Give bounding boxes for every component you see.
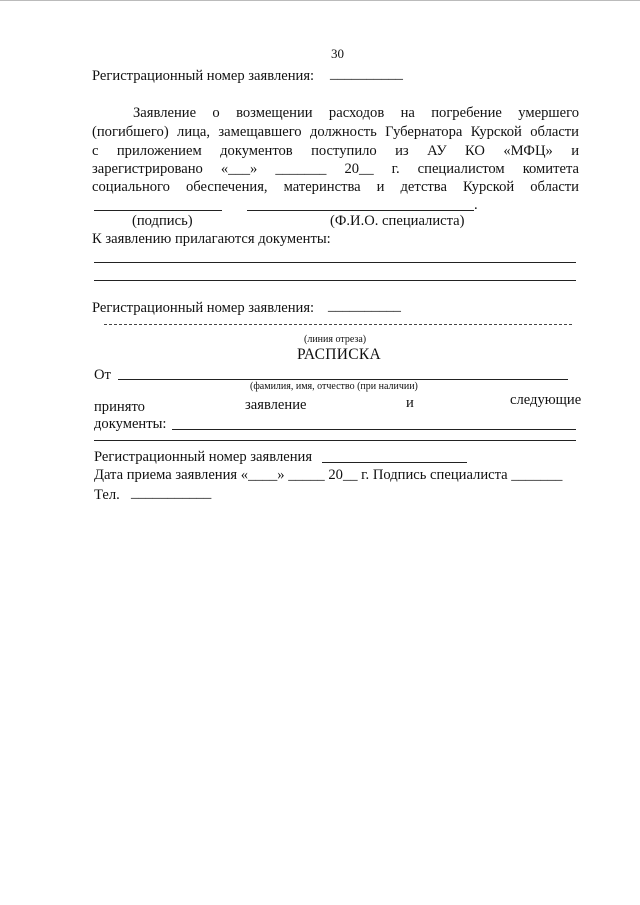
specialist-name-line [247, 210, 474, 211]
reg-number-blank-2: __________ [328, 298, 401, 314]
trailing-period: . [474, 197, 478, 213]
body-line-5: социального обеспечения, материнства и детства Курской области [92, 179, 579, 195]
receipt-date-line: Дата приема заявления «____» _____ 20__ г. Подпись специалиста _______ [94, 467, 563, 483]
body-line-1: Заявление о возмещении расходов на погребение умершего [133, 105, 579, 121]
receipt-accepted-word-2: заявление [245, 397, 307, 413]
cut-line-caption: (линия отреза) [304, 334, 367, 345]
body-line-3: с приложением документов поступило из АУ КО «МФЦ» и [92, 143, 579, 159]
reg-number-blank: __________ [330, 66, 403, 82]
attachments-line-1 [94, 262, 576, 263]
receipt-from-label: От [94, 367, 111, 383]
receipt-accepted-word-3: и [406, 395, 414, 411]
receipt-accepted-word-4: следующие [510, 392, 582, 408]
receipt-phone-label: Тел. [94, 487, 120, 503]
body-line-2: (погибшего) лица, замещавшего должность Губернатора Курской области [92, 124, 579, 140]
receipt-phone-blank: ___________ [131, 485, 212, 501]
signature-caption: (подпись) [132, 213, 193, 229]
receipt-reg-number-line [322, 462, 467, 463]
reg-number-label: Регистрационный номер заявления: [92, 68, 315, 84]
page-number: 30 [331, 46, 344, 61]
specialist-name-caption: (Ф.И.О. специалиста) [330, 213, 465, 229]
receipt-reg-number-label: Регистрационный номер заявления [94, 449, 313, 465]
receipt-documents-line-2 [94, 440, 576, 441]
reg-number-label-2: Регистрационный номер заявления: [92, 300, 315, 316]
signature-line [94, 210, 222, 211]
attachments-label: К заявлению прилагаются документы: [92, 231, 331, 247]
page-top-edge [0, 0, 640, 4]
attachments-line-2 [94, 280, 576, 281]
cut-line [104, 324, 572, 325]
receipt-documents-label: документы: [94, 416, 167, 432]
receipt-from-caption: (фамилия, имя, отчество (при наличии) [250, 381, 418, 392]
body-line-4: зарегистрировано «___» _______ 20__ г. специалистом комитета [92, 161, 579, 177]
receipt-title: РАСПИСКА [297, 346, 382, 363]
receipt-documents-line-1 [172, 429, 576, 430]
receipt-from-line [118, 379, 568, 380]
receipt-accepted-word-1: принято [94, 399, 145, 415]
